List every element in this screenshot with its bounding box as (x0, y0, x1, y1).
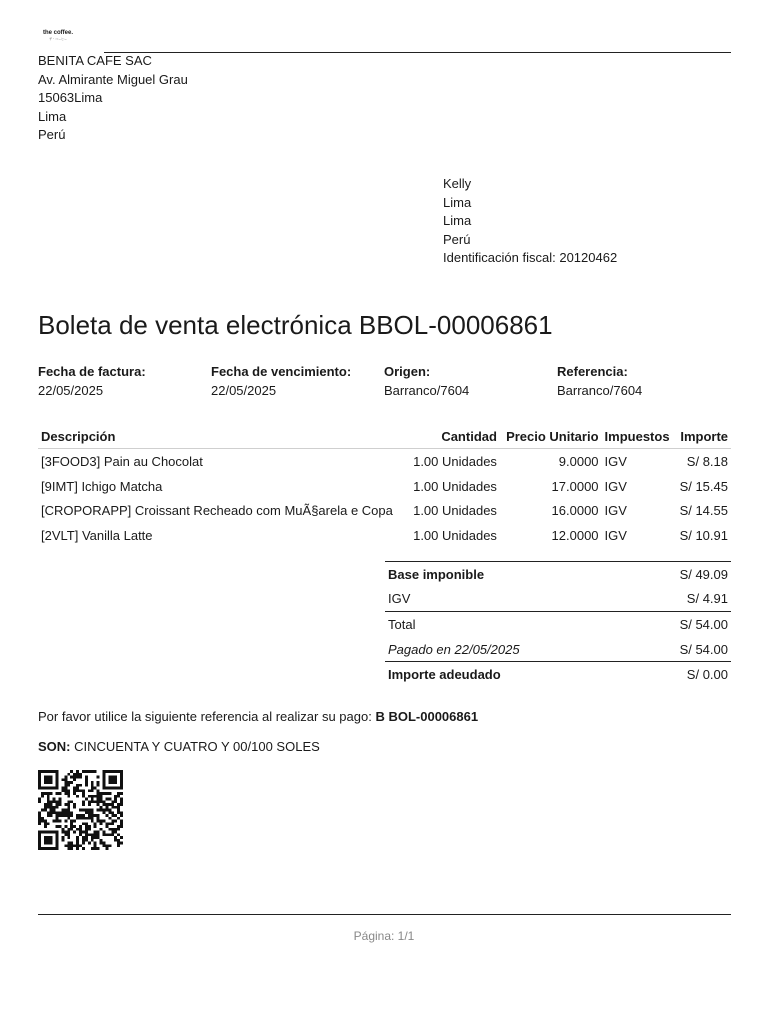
row-quantity: 1.00 Unidades (413, 478, 497, 494)
totals-total-row (385, 612, 731, 637)
logo-subtitle: ザ・コーヒー (49, 37, 67, 41)
payment-reference-code: B BOL-00006861 (375, 709, 479, 724)
totals-paid-value: S/ 54.00 (679, 641, 728, 657)
info-label: Referencia: (557, 364, 628, 379)
info-label: Fecha de vencimiento: (211, 364, 352, 379)
row-unit-price: 16.0000 (551, 503, 599, 519)
company-logo (40, 30, 76, 41)
row-amount: S/ 8.18 (686, 453, 728, 469)
row-amount: S/ 14.55 (679, 503, 728, 519)
row-quantity: 1.00 Unidades (413, 503, 497, 519)
payment-reference (38, 708, 478, 726)
table-header-row (38, 425, 731, 449)
header-description: Descripción (38, 425, 407, 449)
customer-country: Perú (443, 231, 471, 247)
info-value: Barranco/7604 (557, 383, 643, 398)
company-region: Lima (38, 108, 67, 124)
son-label: SON: (38, 739, 71, 754)
row-unit-price: 12.0000 (551, 528, 599, 544)
row-taxes: IGV (604, 503, 627, 519)
invoice-lines-table (38, 425, 731, 548)
info-reference (557, 362, 642, 400)
totals-igv-row (385, 587, 731, 612)
totals-total-label: Total (385, 612, 633, 637)
totals-base-value: S/ 49.09 (633, 562, 731, 587)
company-name: BENITA CAFE SAC (38, 53, 152, 68)
totals-table (385, 561, 731, 687)
info-label: Fecha de factura: (38, 364, 146, 379)
totals-igv-label: IGV (388, 591, 411, 607)
page-number: Página: 1/1 (353, 929, 415, 943)
totals-base-row (385, 562, 731, 587)
customer-region: Lima (443, 213, 472, 229)
header-taxes: Impuestos (602, 425, 675, 449)
header-amount: Importe (675, 425, 731, 449)
row-amount: S/ 10.91 (679, 528, 728, 544)
document-title: Boleta de venta electrónica BBOL-00006861 (38, 310, 553, 340)
row-description: [2VLT] Vanilla Latte (41, 528, 153, 544)
info-invoice-date (38, 362, 146, 400)
customer-address (443, 175, 617, 268)
son-text: CINCUENTA Y CUATRO Y 00/100 SOLES (74, 739, 320, 754)
totals-paid-row (385, 637, 731, 662)
footer-divider (38, 914, 731, 915)
customer-city: Lima (443, 194, 472, 210)
customer-name: Kelly (443, 176, 472, 191)
info-value: Barranco/7604 (384, 383, 470, 398)
totals-paid-label: Pagado en 22/05/2025 (388, 641, 520, 657)
header-quantity: Cantidad (407, 425, 500, 449)
row-unit-price: 9.0000 (558, 453, 599, 469)
row-description: [3FOOD3] Pain au Chocolat (41, 453, 203, 469)
header-divider (104, 52, 731, 53)
table-row (38, 499, 731, 524)
qr-code-icon (38, 770, 123, 850)
company-country: Perú (38, 127, 66, 143)
totals-total-value: S/ 54.00 (633, 612, 731, 637)
row-quantity: 1.00 Unidades (413, 528, 497, 544)
totals-due-value: S/ 0.00 (633, 662, 731, 687)
info-value: 22/05/2025 (211, 383, 277, 398)
info-due-date (211, 362, 351, 400)
totals-base-label: Base imponible (385, 562, 633, 587)
totals-due-row (385, 662, 731, 687)
totals-due-label: Importe adeudado (385, 662, 633, 687)
company-street: Av. Almirante Miguel Grau (38, 71, 188, 87)
row-taxes: IGV (604, 453, 627, 469)
totals-igv-value: S/ 4.91 (686, 591, 728, 607)
row-unit-price: 17.0000 (551, 478, 599, 494)
row-quantity: 1.00 Unidades (413, 453, 497, 469)
company-address (38, 52, 188, 145)
row-description: [CROPORAPP] Croissant Recheado com MuÃ§arela e Copa (41, 503, 393, 519)
row-taxes: IGV (604, 528, 627, 544)
logo-brand: the coffee. (42, 30, 73, 36)
customer-tax-id: Identificación fiscal: 20120462 (443, 250, 618, 266)
amount-in-words (38, 738, 320, 756)
info-value: 22/05/2025 (38, 383, 104, 398)
table-row (38, 523, 731, 548)
payment-reference-text: Por favor utilice la siguiente referencia al realizar su pago: (38, 709, 372, 724)
info-origin (384, 362, 469, 400)
row-amount: S/ 15.45 (679, 478, 728, 494)
company-postal-city: 15063Lima (38, 90, 103, 106)
table-row (38, 449, 731, 474)
header-unit-price: Precio Unitario (500, 425, 602, 449)
row-taxes: IGV (604, 478, 627, 494)
info-label: Origen: (384, 364, 431, 379)
row-description: [9IMT] Ichigo Matcha (41, 478, 163, 494)
table-row (38, 474, 731, 499)
